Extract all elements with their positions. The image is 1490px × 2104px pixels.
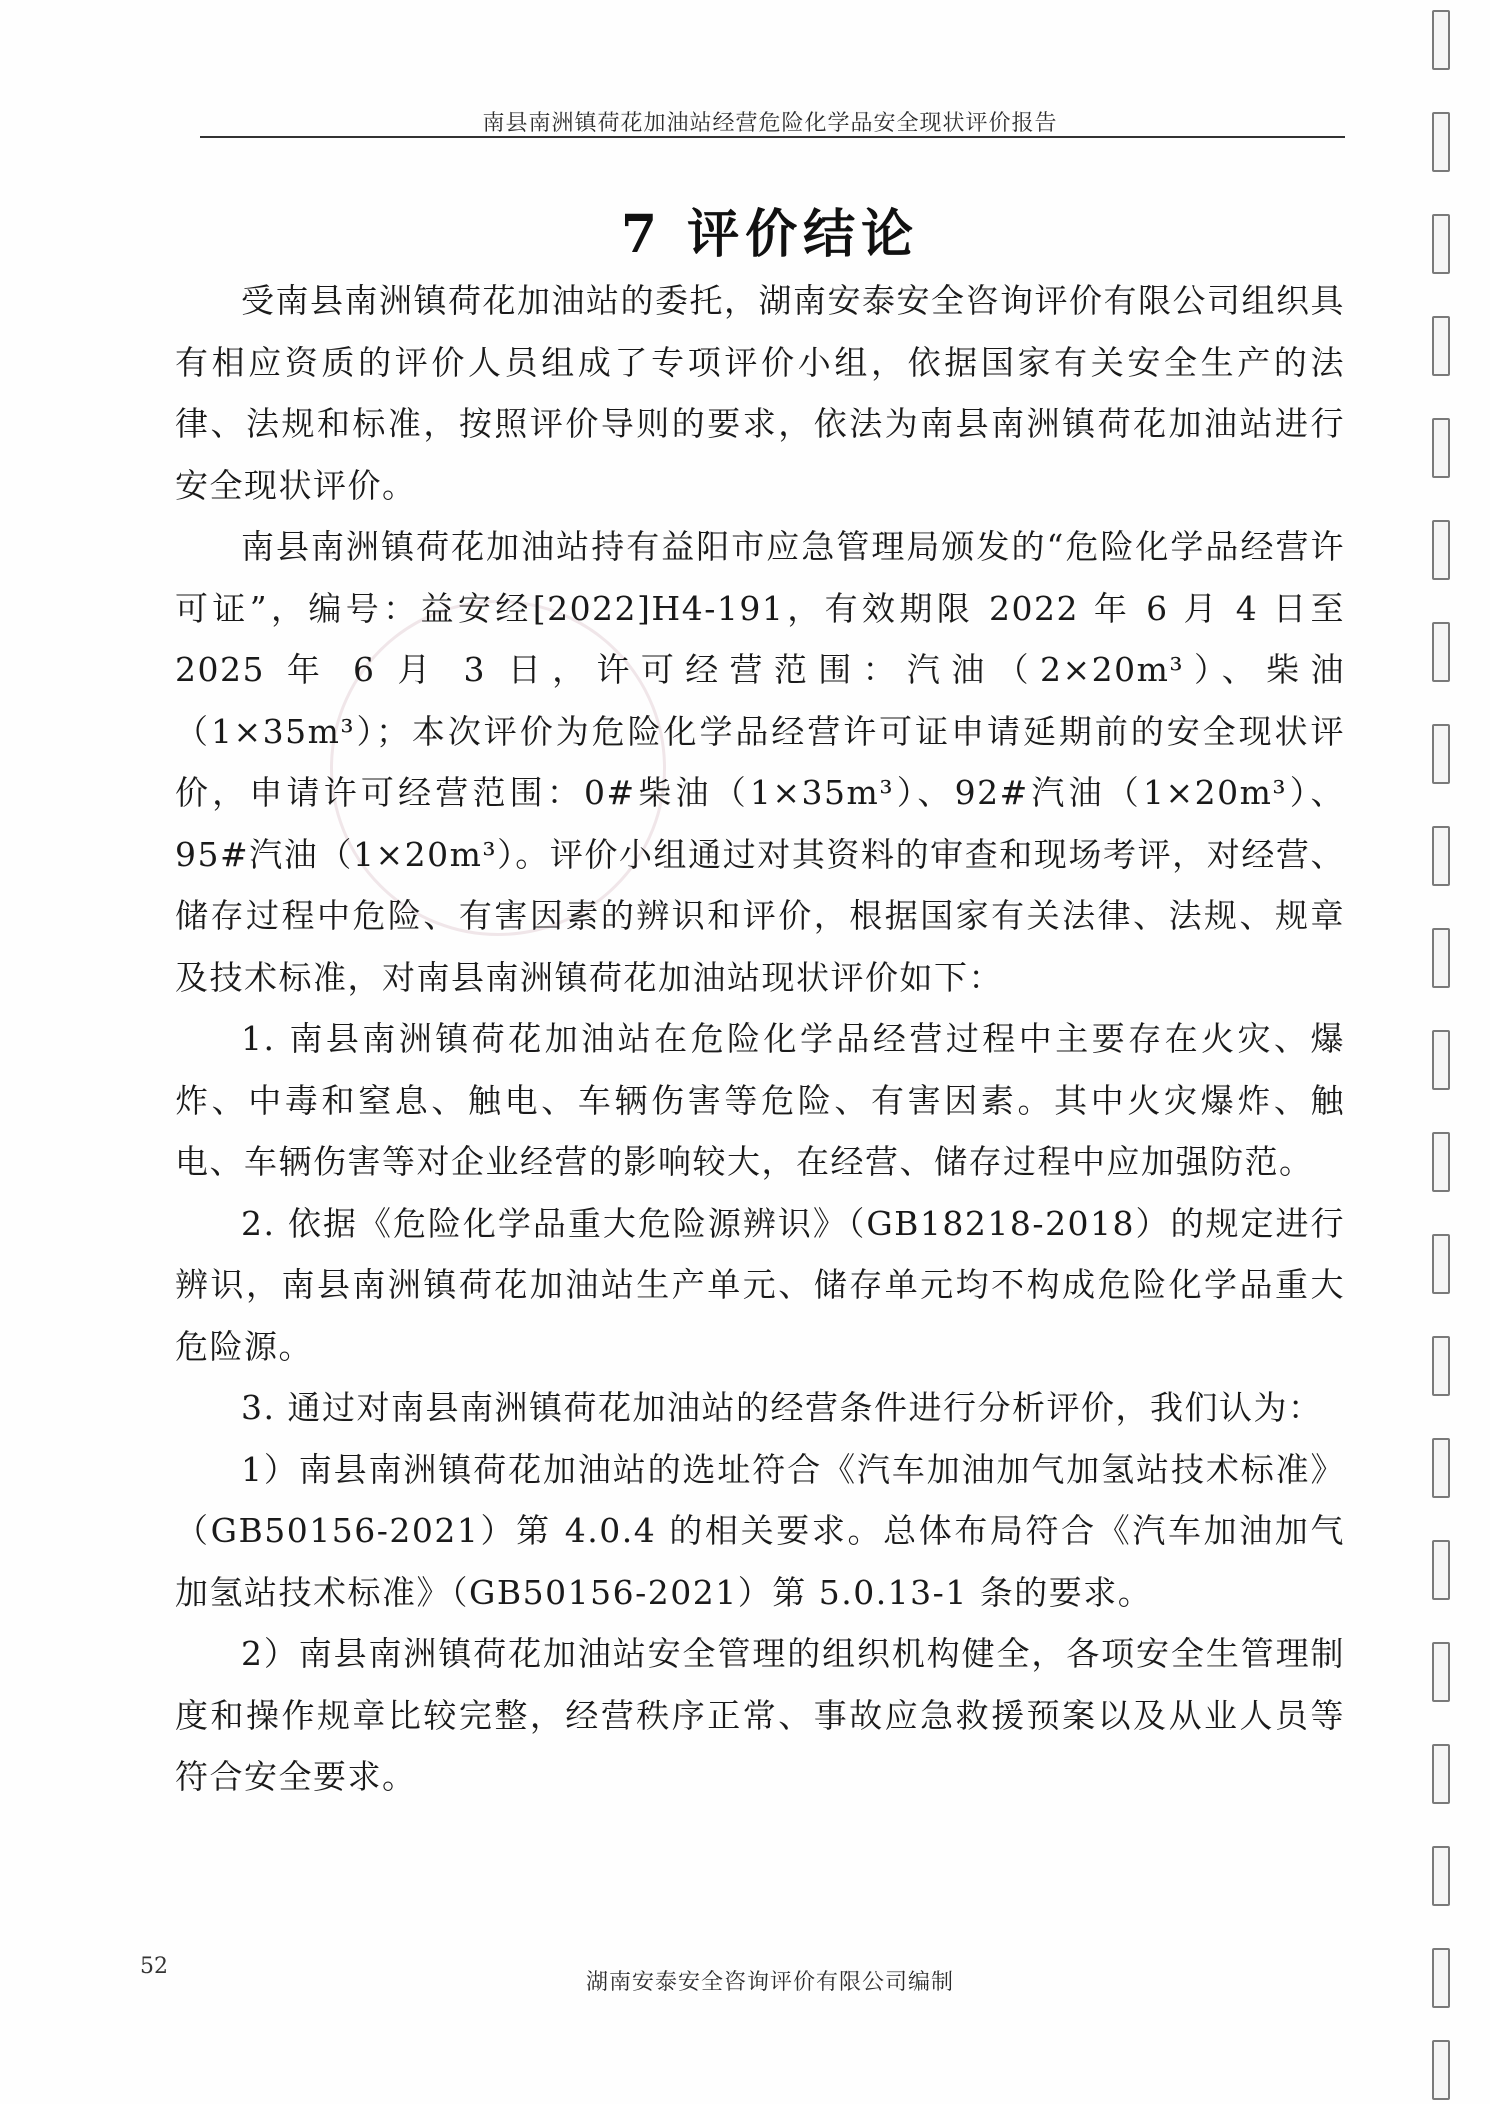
binding-hole-mark: [1432, 418, 1450, 478]
binding-hole-mark: [1432, 1132, 1450, 1192]
binding-hole-mark: [1432, 826, 1450, 886]
paragraph-conclusion-1: 1. 南县南洲镇荷花加油站在危险化学品经营过程中主要存在火灾、爆炸、中毒和窒息、触电、车辆伤害等危险、有害因素。其中火灾爆炸、触电、车辆伤害等对企业经营的影响较大，在经营、储存过程中应加强防范。: [175, 1019, 1345, 1181]
paragraph-sub-1: 1）南县南洲镇荷花加油站的选址符合《汽车加油加气加氢站技术标准》（GB50156-2021）第 4.0.4 的相关要求。总体布局符合《汽车加油加气加氢站技术标准》（GB50156-2021）第 5.0.13-1 条的要求。: [175, 1449, 1345, 1612]
binding-hole-mark: [1432, 1030, 1450, 1090]
binding-hole-mark: [1432, 10, 1450, 70]
paragraph-license: 南县南洲镇荷花加油站持有益阳市应急管理局颁发的“危险化学品经营许可证”，编号：益安经[2022]H4-191，有效期限 2022 年 6 月 4 日至 2025 年 6 月 3 日，许可经营范围：汽油（2×20m³）、柴油（1×35m³）；本次评价为危险化学品经营许可证申请延期前的安全现状评价，申请许可经营范围：0#柴油（1×35m³）、92#汽油（1×20m³）、95#汽油（1×20m³）。评价小组通过对其资料的审查和现场考评，对经营、储存过程中危险、有害因素的辨识和评价，根据国家有关法律、法规、规章及技术标准，对南县南洲镇荷花加油站现状评价如下：: [175, 527, 1345, 997]
header-divider: [200, 136, 1345, 138]
binding-holes-strip: [1432, 0, 1462, 2104]
binding-hole-mark: [1432, 2040, 1450, 2100]
binding-hole-mark: [1432, 1948, 1450, 2008]
binding-hole-mark: [1432, 316, 1450, 376]
binding-hole-mark: [1432, 1438, 1450, 1498]
binding-hole-mark: [1432, 1744, 1450, 1804]
paragraph-conclusion-2: 2. 依据《危险化学品重大危险源辨识》（GB18218-2018）的规定进行辨识，南县南洲镇荷花加油站生产单元、储存单元均不构成危险化学品重大危险源。: [175, 1203, 1345, 1366]
binding-hole-mark: [1432, 1846, 1450, 1906]
binding-hole-mark: [1432, 1234, 1450, 1294]
body-text: [175, 270, 1345, 1808]
binding-hole-mark: [1432, 1336, 1450, 1396]
binding-hole-mark: [1432, 1642, 1450, 1702]
binding-hole-mark: [1432, 520, 1450, 580]
page-number: 52: [140, 1954, 168, 1979]
footer-company: 湖南安泰安全咨询评价有限公司编制: [585, 1970, 954, 1995]
paragraph-conclusion-3: 3. 通过对南县南洲镇荷花加油站的经营条件进行分析评价，我们认为：: [241, 1388, 1323, 1427]
running-header-title: 南县南洲镇荷花加油站经营危险化学品安全现状评价报告: [482, 111, 1058, 136]
binding-hole-mark: [1432, 112, 1450, 172]
paragraph-intro: 受南县南洲镇荷花加油站的委托，湖南安泰安全咨询评价有限公司组织具有相应资质的评价人员组成了专项评价小组，依据国家有关安全生产的法律、法规和标准，按照评价导则的要求，依法为南县南洲镇荷花加油站进行安全现状评价。: [175, 281, 1345, 505]
chapter-title: 7 评价结论: [620, 204, 920, 265]
binding-hole-mark: [1432, 214, 1450, 274]
binding-hole-mark: [1432, 928, 1450, 988]
binding-hole-mark: [1432, 1540, 1450, 1600]
binding-hole-mark: [1432, 724, 1450, 784]
paragraph-sub-2: 2）南县南洲镇荷花加油站安全管理的组织机构健全，各项安全生管理制度和操作规章比较完整，经营秩序正常、事故应急救援预案以及从业人员等符合安全要求。: [175, 1634, 1345, 1796]
binding-hole-mark: [1432, 622, 1450, 682]
